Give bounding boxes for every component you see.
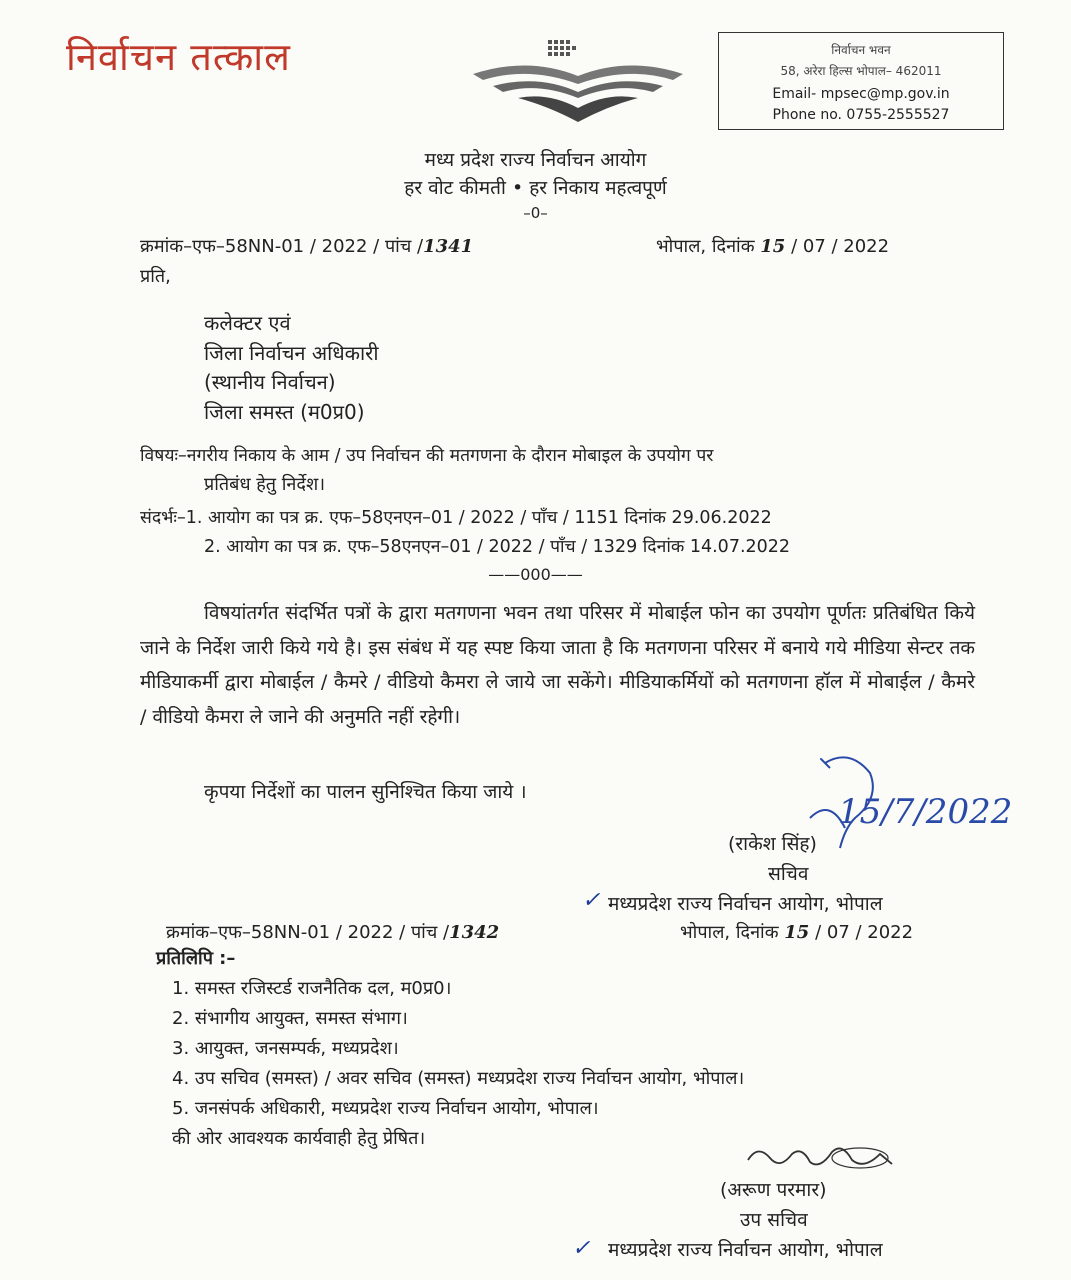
- copy-date: [680, 920, 913, 944]
- email-text: Email- mpsec@mp.gov.in: [772, 86, 950, 102]
- copy-date-day-handwritten: 15: [784, 922, 810, 943]
- copy-reference: [166, 920, 499, 944]
- address-line-2: 58, अरेरा हिल्स भोपाल– 462011: [780, 64, 942, 78]
- motto: हर वोट कीमती • हर निकाय महत्वपूर्ण: [404, 177, 667, 199]
- copy-signatory-title: उप सचिव: [740, 1209, 808, 1231]
- letter-reference: [140, 234, 473, 258]
- copy-initial-mark: ✓: [572, 1236, 591, 1261]
- recipient-line-4: जिला समस्त (म0प्र0): [204, 400, 365, 424]
- signatory-title: सचिव: [768, 863, 809, 885]
- date-prefix: भोपाल, दिनांक: [656, 236, 755, 257]
- to-label: प्रति,: [140, 266, 171, 287]
- copy-item-2: 2. संभागीय आयुक्त, समस्त संभाग।: [172, 1008, 408, 1029]
- copy-item-3: 3. आयुक्त, जनसम्पर्क, मध्यप्रदेश।: [172, 1038, 399, 1059]
- copy-item-5: 5. जनसंपर्क अधिकारी, मध्यप्रदेश राज्य निर्वाचन आयोग, भोपाल।: [172, 1098, 599, 1119]
- copy-item-1: 1. समस्त रजिस्टर्ड राजनैतिक दल, म0प्र0।: [172, 978, 452, 999]
- signatory-org: मध्यप्रदेश राज्य निर्वाचन आयोग, भोपाल: [608, 893, 883, 915]
- phone-text: Phone no. 0755-2555527: [772, 107, 950, 123]
- org-name: मध्य प्रदेश राज्य निर्वाचन आयोग: [424, 149, 647, 171]
- signature-deputy-secretary: [740, 1140, 900, 1176]
- reference-line-2: 2. आयोग का पत्र क्र. एफ–58एनएन–01 / 2022 / पाँच / 1329 दिनांक 14.07.2022: [204, 537, 791, 557]
- subject-line-1: विषयः–नगरीय निकाय के आम / उप निर्वाचन की मतगणना के दौरान मोबाइल के उपयोग पर: [140, 446, 714, 466]
- body-paragraph: विषयांतर्गत संदर्भित पत्रों के द्वारा मतगणना भवन तथा परिसर में मोबाईल फोन का उपयोग पूर्णतः प्रतिबंधित किये जाने के निर्देश जारी किये गये है। इस संबंध में यह स्पष्ट किया जाता है कि मतगणना परिसर में बनाये गये मीडिया सेन्टर तक मीडियाकर्मी द्वारा मोबाईल / कैमरे / वीडियो कैमरा ले जाये जा सकेंगे। मीडियाकर्मियों को मतगणना हॉल में मोबाईल / कैमरे / वीडियो कैमरा ले जाने की अनुमति नहीं रहेगी।: [140, 602, 975, 728]
- recipient-line-1: कलेक्टर एवं: [204, 311, 291, 335]
- recipient-line-2: जिला निर्वाचन अधिकारी: [204, 341, 379, 365]
- copy-item-4: 4. उप सचिव (समस्त) / अवर सचिव (समस्त) मध्यप्रदेश राज्य निर्वाचन आयोग, भोपाल।: [172, 1068, 745, 1089]
- closing-line: कृपया निर्देशों का पालन सुनिश्चित किया जाये ।: [204, 781, 527, 803]
- copy-ref-number-handwritten: 1342: [449, 922, 500, 943]
- letter-date: [656, 234, 889, 258]
- copy-signatory-org: मध्यप्रदेश राज्य निर्वाचन आयोग, भोपाल: [608, 1239, 883, 1261]
- date-day-handwritten: 15: [760, 236, 786, 257]
- signatory-name: (राकेश सिंह): [728, 833, 817, 855]
- copy-ref-prefix: क्रमांक–एफ–58NN-01 / 2022 / पांच /: [166, 922, 450, 943]
- copy-date-suffix: / 07 / 2022: [815, 922, 914, 943]
- header-divider: –0–: [523, 204, 548, 222]
- copy-heading: प्रतिलिपि :–: [156, 948, 236, 969]
- recipient-line-3: (स्थानीय निर्वाचन): [204, 370, 336, 394]
- address-line-1: निर्वाचन भवन: [831, 43, 891, 57]
- subject-line-2: प्रतिबंध हेतु निर्देश।: [204, 474, 326, 495]
- ref-prefix: क्रमांक–एफ–58NN-01 / 2022 / पांच /: [140, 236, 424, 257]
- copy-signatory-name: (अरूण परमार): [720, 1179, 827, 1201]
- reference-line-1: संदर्भः–1. आयोग का पत्र क्र. एफ–58एनएन–01 / 2022 / पाँच / 1151 दिनांक 29.06.2022: [140, 508, 772, 528]
- address-box: [718, 32, 1004, 130]
- separator: ——000——: [488, 565, 583, 584]
- copy-date-prefix: भोपाल, दिनांक: [680, 922, 779, 943]
- date-suffix: / 07 / 2022: [791, 236, 890, 257]
- ref-number-handwritten: 1341: [423, 236, 474, 257]
- initial-mark: ✓: [582, 888, 601, 913]
- commission-logo: [468, 36, 688, 132]
- signature-date-handwritten: 15/7/2022: [838, 792, 1013, 832]
- forward-text: की ओर आवश्यक कार्यवाही हेतु प्रेषित।: [172, 1128, 426, 1149]
- urgent-stamp: निर्वाचन तत्काल: [66, 35, 291, 79]
